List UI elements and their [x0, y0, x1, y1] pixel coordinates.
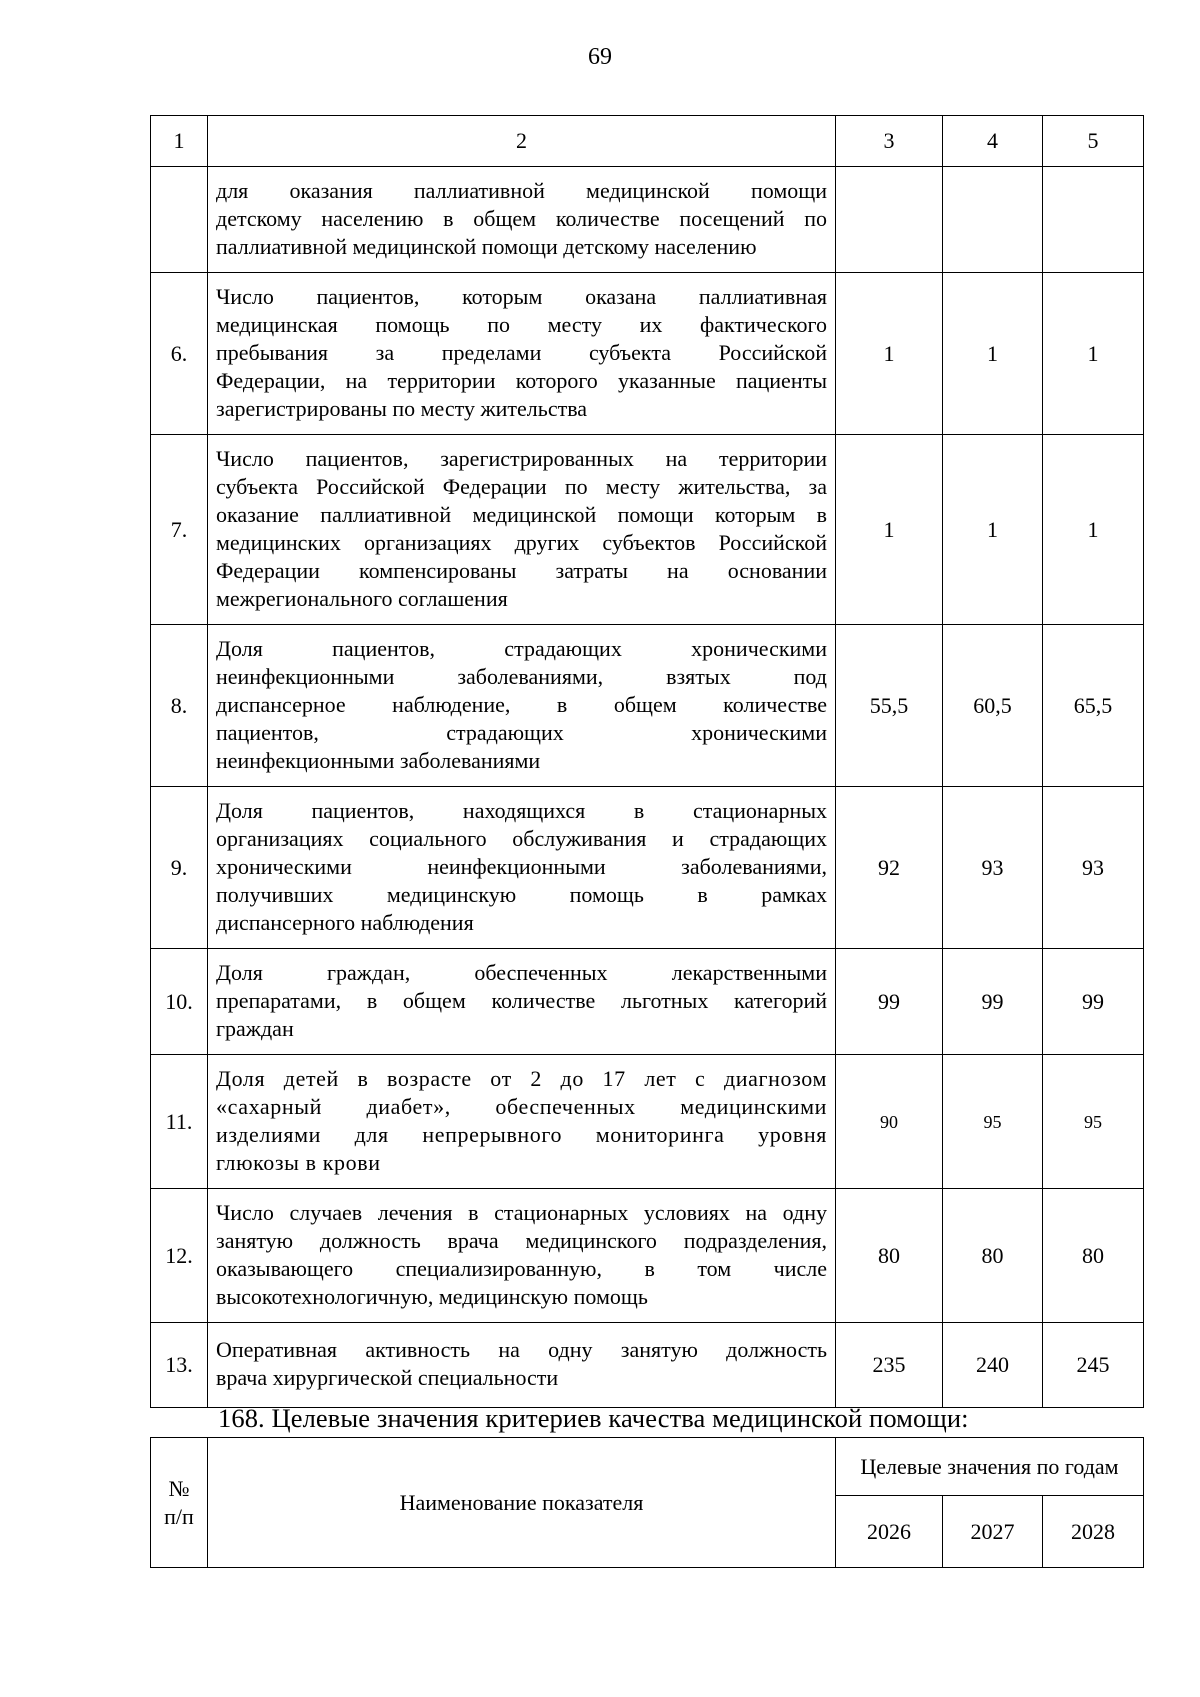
- indicator-text-line: изделиями для непрерывного мониторинга уровня: [216, 1121, 827, 1147]
- indicator-text-line: неинфекционными заболеваниями: [216, 747, 541, 773]
- value-2026: 1: [836, 435, 943, 625]
- row-number: 9.: [151, 787, 208, 949]
- indicator-text-line: препаратами, в общем количестве льготных категорий: [216, 987, 827, 1013]
- value-2026: 92: [836, 787, 943, 949]
- year-2026-header: 2026: [836, 1496, 943, 1568]
- indicator-text-line: оказание паллиативной медицинской помощи которым в: [216, 501, 827, 527]
- target-values-header: Целевые значения по годам: [836, 1438, 1144, 1496]
- header-cell: 4: [943, 116, 1043, 167]
- table-row: [151, 1323, 1144, 1408]
- indicator-text-line: пребывания за пределами субъекта Российской: [216, 339, 827, 365]
- indicator-name: [208, 167, 836, 273]
- indicator-name: [208, 273, 836, 435]
- indicator-text-line: зарегистрированы по месту жительства: [216, 395, 588, 421]
- table-header-row: [151, 116, 1144, 167]
- value-2026: [836, 167, 943, 273]
- row-number: 6.: [151, 273, 208, 435]
- table-row: [151, 167, 1144, 273]
- indicator-text-line: Число случаев лечения в стационарных условиях на одну: [216, 1199, 827, 1225]
- indicators-table: [150, 115, 1144, 1408]
- indicator-name: [208, 787, 836, 949]
- indicator-text-line: Доля пациентов, страдающих хроническими: [216, 635, 827, 661]
- indicator-name: [208, 1055, 836, 1189]
- value-2027: 93: [943, 787, 1043, 949]
- value-2026: 235: [836, 1323, 943, 1408]
- row-number: 10.: [151, 949, 208, 1055]
- indicator-text-line: паллиативной медицинской помощи детскому населению: [216, 233, 757, 259]
- indicator-text-line: хроническими неинфекционными заболеваниями,: [216, 853, 827, 879]
- table-row: [151, 949, 1144, 1055]
- indicator-text-line: Доля граждан, обеспеченных лекарственными: [216, 959, 827, 985]
- indicator-text-line: граждан: [216, 1015, 294, 1041]
- indicator-text-line: неинфекционными заболеваниями, взятых под: [216, 663, 827, 689]
- table-row: [151, 625, 1144, 787]
- year-2028-header: 2028: [1043, 1496, 1144, 1568]
- table-row: [151, 1189, 1144, 1323]
- indicator-text-line: диспансерного наблюдения: [216, 909, 474, 935]
- header-cell: 2: [208, 116, 836, 167]
- indicator-text-line: Число пациентов, зарегистрированных на территории: [216, 445, 827, 471]
- indicator-text-line: субъекта Российской Федерации по месту жительства, за: [216, 473, 827, 499]
- header-cell: 3: [836, 116, 943, 167]
- indicator-name-header: Наименование показателя: [208, 1438, 836, 1568]
- indicator-name: [208, 625, 836, 787]
- quality-criteria-table: [150, 1437, 1144, 1568]
- indicator-text-line: Оперативная активность на одну занятую должность: [216, 1337, 827, 1362]
- indicator-text-line: медицинская помощь по месту их фактического: [216, 311, 827, 337]
- value-2027: 95: [943, 1055, 1043, 1189]
- table-row: [151, 435, 1144, 625]
- value-2026: 90: [836, 1055, 943, 1189]
- value-2027: 1: [943, 435, 1043, 625]
- indicator-text-line: медицинских организациях других субъектов Российской: [216, 529, 827, 555]
- indicator-text-line: детскому населению в общем количестве посещений по: [216, 205, 827, 231]
- value-2028: 245: [1043, 1323, 1144, 1408]
- indicator-text-line: высокотехнологичную, медицинскую помощь: [216, 1283, 648, 1309]
- header-cell: 1: [151, 116, 208, 167]
- indicator-text-line: Доля детей в возрасте от 2 до 17 лет с диагнозом: [216, 1065, 827, 1091]
- indicator-name: [208, 949, 836, 1055]
- value-2028: 95: [1043, 1055, 1144, 1189]
- indicator-text-line: Число пациентов, которым оказана паллиативная: [216, 283, 827, 309]
- number-sign: №: [168, 1475, 190, 1501]
- section-caption: 168. Целевые значения критериев качества медицинской помощи:: [218, 1403, 969, 1433]
- indicator-text-line: Доля пациентов, находящихся в стационарных: [216, 797, 827, 823]
- value-2028: 1: [1043, 435, 1144, 625]
- indicator-text-line: организациях социального обслуживания и страдающих: [216, 825, 827, 851]
- value-2028: 1: [1043, 273, 1144, 435]
- row-number: 7.: [151, 435, 208, 625]
- value-2027: 1: [943, 273, 1043, 435]
- indicator-text-line: Федерации, на территории которого указанные пациенты: [216, 367, 827, 393]
- table-row: [151, 273, 1144, 435]
- value-2028: 80: [1043, 1189, 1144, 1323]
- value-2028: 93: [1043, 787, 1144, 949]
- indicator-text-line: диспансерное наблюдение, в общем количестве: [216, 691, 827, 717]
- indicator-text-line: для оказания паллиативной медицинской помощи: [216, 177, 827, 203]
- indicator-text-line: занятую должность врача медицинского подразделения,: [216, 1227, 827, 1253]
- value-2027: 99: [943, 949, 1043, 1055]
- row-number: 13.: [151, 1323, 208, 1408]
- indicator-text-line: Федерации компенсированы затраты на основании: [216, 557, 827, 583]
- value-2028: 65,5: [1043, 625, 1144, 787]
- indicator-text-line: получивших медицинскую помощь в рамках: [216, 881, 827, 907]
- row-number: 11.: [151, 1055, 208, 1189]
- value-2028: [1043, 167, 1144, 273]
- value-2027: 60,5: [943, 625, 1043, 787]
- indicator-text-line: межрегионального соглашения: [216, 585, 508, 611]
- value-2026: 99: [836, 949, 943, 1055]
- row-number: 8.: [151, 625, 208, 787]
- page-number: 69: [588, 44, 612, 70]
- indicator-text-line: врача хирургической специальности: [216, 1365, 559, 1390]
- number-column-header: [151, 1438, 208, 1568]
- value-2026: 55,5: [836, 625, 943, 787]
- number-abbrev: п/п: [164, 1503, 194, 1529]
- value-2027: 240: [943, 1323, 1043, 1408]
- row-number: 12.: [151, 1189, 208, 1323]
- indicator-text-line: оказывающего специализированную, в том числе: [216, 1255, 827, 1281]
- indicator-text-line: глюкозы в крови: [216, 1149, 381, 1175]
- criteria-header-row: [151, 1438, 1144, 1496]
- value-2028: 99: [1043, 949, 1144, 1055]
- table-row: [151, 787, 1144, 949]
- table-row: [151, 1055, 1144, 1189]
- indicator-text-line: пациентов, страдающих хроническими: [216, 719, 827, 745]
- value-2026: 1: [836, 273, 943, 435]
- indicator-text-line: «сахарный диабет», обеспеченных медицинскими: [216, 1093, 827, 1119]
- indicator-name: [208, 1189, 836, 1323]
- value-2027: [943, 167, 1043, 273]
- row-number: [151, 167, 208, 273]
- indicator-name: [208, 435, 836, 625]
- indicator-name: [208, 1323, 836, 1408]
- value-2027: 80: [943, 1189, 1043, 1323]
- year-2027-header: 2027: [943, 1496, 1043, 1568]
- header-cell: 5: [1043, 116, 1144, 167]
- value-2026: 80: [836, 1189, 943, 1323]
